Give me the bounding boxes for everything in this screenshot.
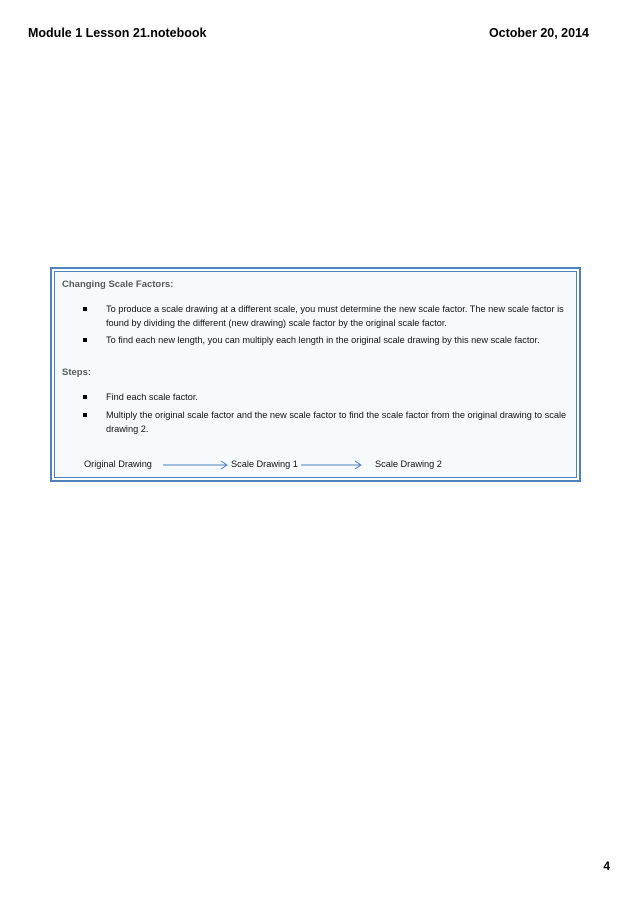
notebook-filename: Module 1 Lesson 21.notebook	[28, 26, 207, 40]
flow-scale-drawing-2: Scale Drawing 2	[375, 459, 442, 469]
arrow-right-icon	[301, 460, 363, 470]
bullet-icon	[83, 307, 87, 311]
bullet-icon	[83, 338, 87, 342]
scale-factor-info-box	[50, 267, 581, 482]
page-number: 4	[603, 859, 610, 873]
page-date: October 20, 2014	[488, 26, 589, 40]
bullet-icon	[83, 413, 87, 417]
section-title-steps: Steps:	[62, 367, 92, 378]
info-box-inner	[54, 271, 577, 478]
flow-scale-drawing-1: Scale Drawing 1	[231, 459, 298, 469]
bullet-icon	[83, 395, 87, 399]
arrow-right-icon	[163, 460, 229, 470]
list-item-text: Find each scale factor.	[106, 392, 198, 402]
section-title-changing-scale-factors: Changing Scale Factors:	[62, 279, 174, 290]
list-item-text: To find each new length, you can multiply each length in the original scale drawing by this new scale factor.	[106, 335, 540, 345]
flow-original-drawing: Original Drawing	[84, 459, 152, 469]
list-item-text: To produce a scale drawing at a different scale, you must determine the new scale factor. The new scale factor is found by dividing the different (new drawing) scale factor by the original scale factor.	[106, 304, 564, 328]
list-item-text: Multiply the original scale factor and the new scale factor to find the scale factor from the original drawing to scale drawing 2.	[106, 410, 567, 434]
